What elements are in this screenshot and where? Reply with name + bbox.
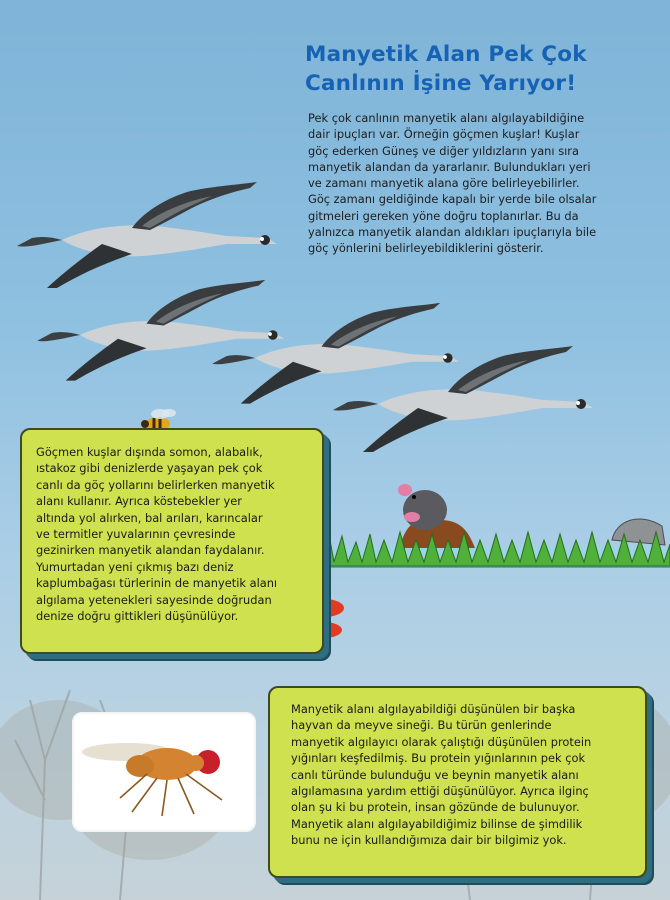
text-line: gitmeleri gereken yöne doğru toplanırlar. Bu da [308, 208, 579, 223]
text-line: kaplumbağası türlerinin de manyetik alanı [36, 576, 278, 591]
text-line: canlı da göç yollarını belirlerken manyetik [36, 477, 275, 492]
text-line: gezinirken manyetik alandan faydalanır. [36, 543, 265, 558]
title-line: Canlının İşine Yarıyor! [305, 71, 577, 96]
info-box-text [36, 444, 277, 624]
crane-bird [17, 182, 277, 288]
text-line: bunu ne için kullandığımıza dair bir bilgimiz yok. [291, 833, 567, 848]
text-line: yalnızca manyetik alandan aldıkları ipuçlarıyla bile [308, 225, 597, 240]
crane-bird [212, 303, 459, 404]
page-title [305, 40, 655, 98]
text-line: algılama yetenekleri sayesinde doğrudan [36, 592, 272, 607]
intro-paragraph [308, 110, 660, 257]
info-box-fruit-fly [268, 686, 647, 878]
text-line: Manyetik alanı algılayabildiği düşünülen bir başka [291, 702, 576, 716]
text-line: Pek çok canlının manyetik alanı algılayabildiğine [308, 111, 585, 125]
text-line: göç ederken Güneş ve diğer yıldızların yanı sıra [308, 143, 579, 158]
info-box-text [291, 701, 591, 849]
text-line: algılamasına yardım ettiği düşünülüyor. Ayrıca ilginç [291, 784, 589, 799]
text-line: ıstakoz gibi denizlerde yaşayan pek çok [36, 461, 263, 476]
text-line: Yumurtadan yeni çıkmış bazı deniz [36, 559, 234, 574]
fruit-fly-photo [72, 712, 252, 828]
text-line: canlı türünde bulunduğu ve beynin manyetik alanı [291, 767, 579, 782]
mole-icon [398, 484, 447, 530]
text-line: altında yol alırken, bal arıları, karıncalar [36, 510, 263, 525]
text-line: Göç zamanı geldiğinde kapalı bir yerde bile olsalar [308, 192, 597, 207]
text-line: ve zamanı manyetik alana göre belirleyebilirler. [308, 176, 580, 191]
text-line: Göçmen kuşlar dışında somon, alabalık, [36, 445, 263, 459]
title-line: Manyetik Alan Pek Çok [305, 42, 587, 67]
text-line: Manyetik alanı algılayabildiğimiz bilinse de şimdilik [291, 816, 583, 831]
text-line: manyetik algılayıcı olarak çalıştığı düşünülen protein [291, 734, 592, 749]
text-line: göç yönlerini belirleyebildiklerini gösterir. [308, 241, 544, 256]
text-line: dair ipuçları var. Örneğin göçmen kuşlar! Kuşlar [308, 127, 580, 142]
text-line: hayvan da meyve sineği. Bu türün genlerinde [291, 718, 552, 733]
text-line: denize doğru gittikleri düşünülüyor. [36, 609, 239, 624]
crane-bird [37, 280, 284, 381]
text-line: yığınları keşfedilmiş. Bu protein yığınlarının pek çok [291, 751, 586, 766]
text-line: ve termitler yuvalarının çevresinde [36, 527, 236, 542]
text-line: alanı kullanır. Ayrıca köstebekler yer [36, 494, 242, 509]
grass-strip [320, 484, 670, 568]
info-box-migration [20, 428, 324, 654]
text-line: olan şu ki bu protein, insan gözünde de bulunuyor. [291, 800, 580, 815]
text-line: manyetik alandan da yararlanır. Bulundukları yeri [308, 159, 591, 174]
